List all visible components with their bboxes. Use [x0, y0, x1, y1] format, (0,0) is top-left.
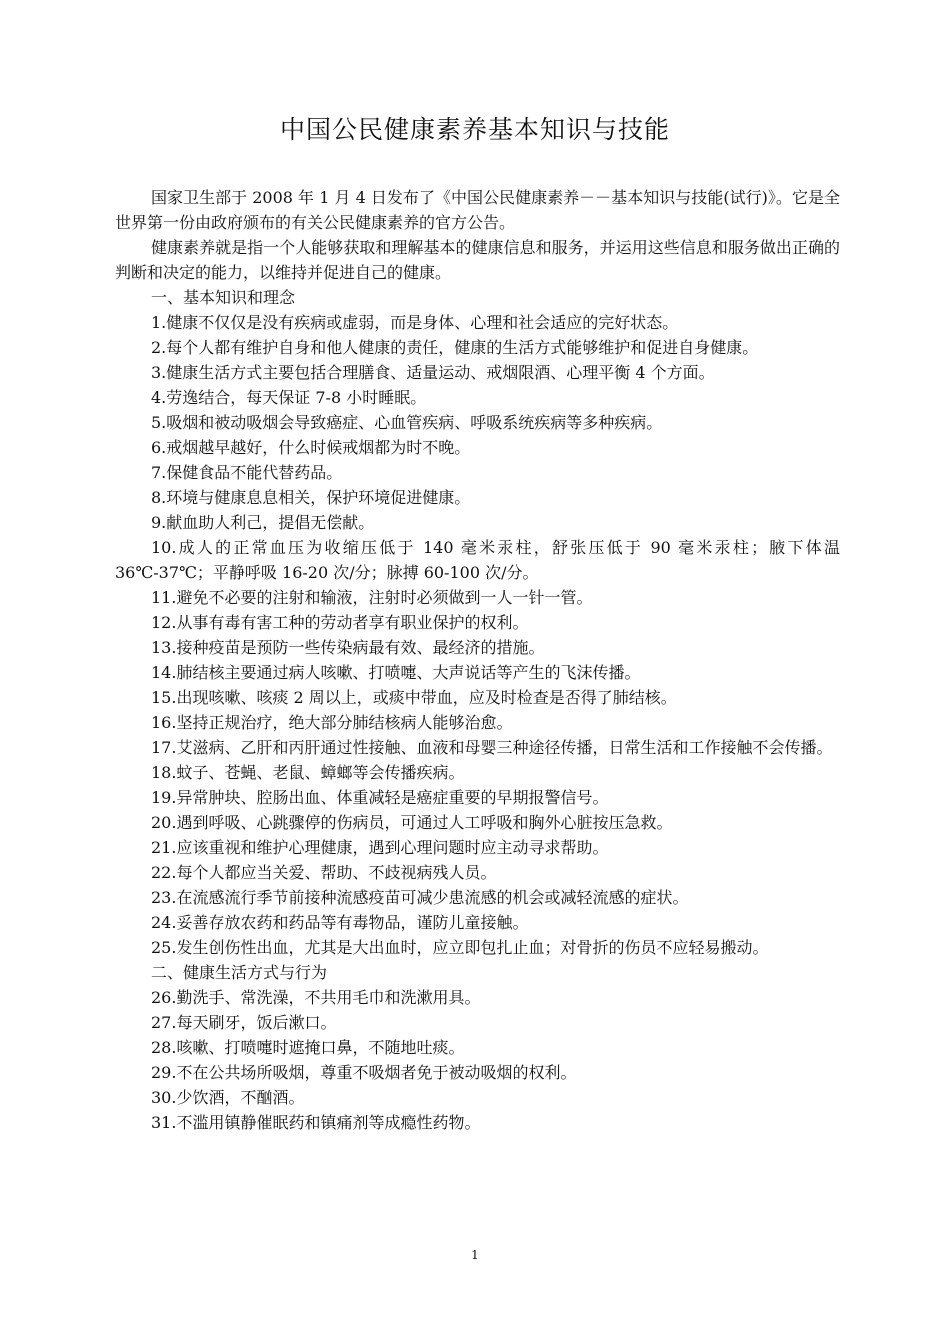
paragraph-intro: 国家卫生部于 2008 年 1 月 4 日发布了《中国公民健康素养－－基本知识与技能(试行)》。它是全世界第一份由政府颁布的有关公民健康素养的官方公告。	[115, 188, 840, 232]
list-item-13: 13.接种疫苗是预防一些传染病最有效、最经济的措施。	[151, 638, 545, 657]
list-item-15: 15.出现咳嗽、咳痰 2 周以上，或痰中带血，应及时检查是否得了肺结核。	[151, 688, 677, 707]
list-item-12: 12.从事有毒有害工种的劳动者享有职业保护的权利。	[151, 613, 529, 632]
list-item-20: 20.遇到呼吸、心跳骤停的伤病员，可通过人工呼吸和胸外心脏按压急救。	[151, 813, 673, 832]
list-item-17: 17.艾滋病、乙肝和丙肝通过性接触、血液和母婴三种途径传播，日常生活和工作接触不会传播。	[151, 738, 833, 757]
list-item-26: 26.勤洗手、常洗澡，不共用毛巾和洗漱用具。	[151, 988, 481, 1007]
list-item-9: 9.献血助人利己，提倡无偿献。	[151, 513, 375, 532]
list-item-16: 16.坚持正规治疗，绝大部分肺结核病人能够治愈。	[151, 713, 513, 732]
list-item-31: 31.不滥用镇静催眠药和镇痛剂等成瘾性药物。	[151, 1113, 481, 1132]
section-heading-1: 一、基本知识和理念	[151, 288, 296, 307]
list-item-25: 25.发生创伤性出血，尤其是大出血时，应立即包扎止血；对骨折的伤员不应轻易搬动。	[151, 938, 769, 957]
list-item-27: 27.每天刷牙，饭后漱口。	[151, 1013, 337, 1032]
list-item-14: 14.肺结核主要通过病人咳嗽、打喷嚏、大声说话等产生的飞沫传播。	[151, 663, 641, 682]
document-body	[115, 185, 840, 1135]
list-item-30: 30.少饮酒，不酗酒。	[151, 1088, 305, 1107]
list-item-21: 21.应该重视和维护心理健康，遇到心理问题时应主动寻求帮助。	[151, 838, 609, 857]
list-item-4: 4.劳逸结合，每天保证 7-8 小时睡眠。	[151, 388, 427, 407]
page-number: 1	[471, 1248, 479, 1262]
paragraph-definition: 健康素养就是指一个人能够获取和理解基本的健康信息和服务，并运用这些信息和服务做出正确的判断和决定的能力，以维持并促进自己的健康。	[115, 238, 840, 282]
list-item-19: 19.异常肿块、腔肠出血、体重减轻是癌症重要的早期报警信号。	[151, 788, 609, 807]
list-item-6: 6.戒烟越早越好，什么时候戒烟都为时不晚。	[151, 438, 471, 457]
list-item-5: 5.吸烟和被动吸烟会导致癌症、心血管疾病、呼吸系统疾病等多种疾病。	[151, 413, 663, 432]
list-item-7: 7.保健食品不能代替药品。	[151, 463, 343, 482]
list-item-3: 3.健康生活方式主要包括合理膳食、适量运动、戒烟限酒、心理平衡 4 个方面。	[151, 363, 715, 382]
list-item-29: 29.不在公共场所吸烟，尊重不吸烟者免于被动吸烟的权利。	[151, 1063, 577, 1082]
list-item-23: 23.在流感流行季节前接种流感疫苗可减少患流感的机会或减轻流感的症状。	[151, 888, 689, 907]
list-item-11: 11.避免不必要的注射和输液，注射时必须做到一人一针一管。	[151, 588, 593, 607]
list-item-8: 8.环境与健康息息相关，保护环境促进健康。	[151, 488, 471, 507]
list-item-10: 10.成人的正常血压为收缩压低于 140 毫米汞柱，舒张压低于 90 毫米汞柱；腋下体温 36℃-37℃；平静呼吸 16-20 次/分；脉搏 60-100 次/分。	[115, 538, 840, 582]
list-item-2: 2.每个人都有维护自身和他人健康的责任，健康的生活方式能够维护和促进自身健康。	[151, 338, 759, 357]
list-item-18: 18.蚊子、苍蝇、老鼠、蟑螂等会传播疾病。	[151, 763, 465, 782]
list-item-24: 24.妥善存放农药和药品等有毒物品，谨防儿童接触。	[151, 913, 529, 932]
list-item-22: 22.每个人都应当关爱、帮助、不歧视病残人员。	[151, 863, 497, 882]
list-item-1: 1.健康不仅仅是没有疾病或虚弱，而是身体、心理和社会适应的完好状态。	[151, 313, 679, 332]
document-title: 中国公民健康素养基本知识与技能	[279, 115, 670, 144]
list-item-28: 28.咳嗽、打喷嚏时遮掩口鼻，不随地吐痰。	[151, 1038, 465, 1057]
section-heading-2: 二、健康生活方式与行为	[151, 963, 328, 982]
